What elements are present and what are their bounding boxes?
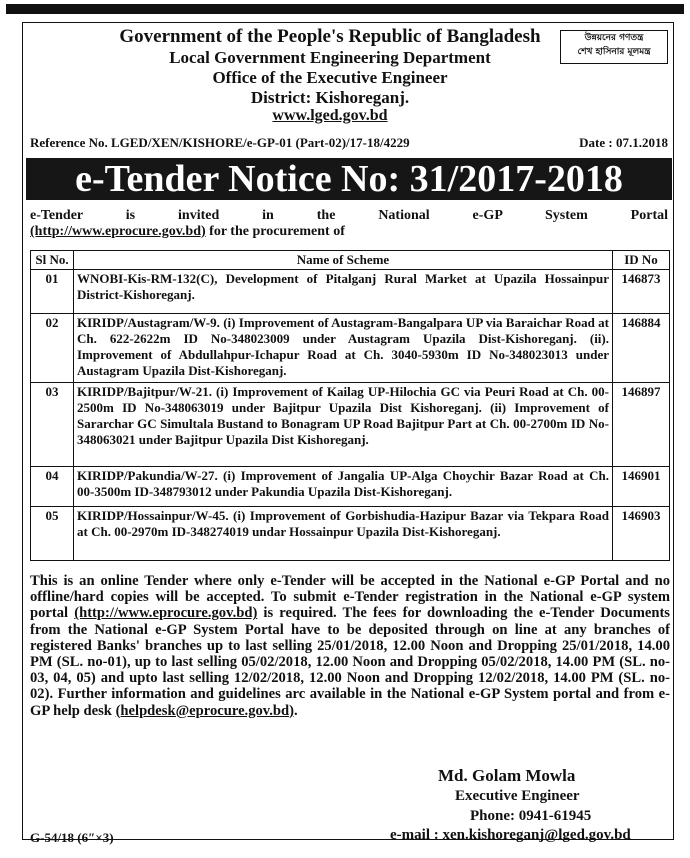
- row-id: 146901: [613, 467, 670, 507]
- signatory-phone: Phone: 0941-61945: [470, 808, 592, 824]
- notice-title-banner: e-Tender Notice No: 31/2017-2018: [26, 158, 672, 200]
- notice-date: Date : 07.1.2018: [579, 135, 668, 150]
- signatory-title: Executive Engineer: [455, 788, 580, 804]
- row-scheme-name: KIRIDP/Hossainpur/W-45. (i) Improvement of Gorbishudia-Hazipur Bazar via Tekpara Road at Ch. 00-2970m ID-348274019 undar Hossainpur Upazila Dist-Kishoreganj.: [74, 507, 613, 561]
- website-link[interactable]: www.lged.gov.bd: [272, 107, 388, 124]
- ad-code: G-54/18 (6″×3): [30, 830, 114, 845]
- website-line: [80, 107, 580, 125]
- invitation-line-1: e-Tender is invited in the National e-GP System Portal: [30, 208, 668, 223]
- scheme-table: [30, 250, 670, 561]
- instructions-part-1: This is an online Tender where only e-Tender will be accepted in the National e-GP Portal and no offline/hard copies will be accepted. To submit e-Tender registration in the National e-GP system portal: [30, 573, 670, 622]
- row-scheme-name: WNOBI-Kis-RM-132(C), Development of Pitalganj Rural Market at Upazila Hossainpur District-Kishoreganj.: [74, 270, 613, 314]
- row-sl: 01: [31, 270, 74, 314]
- instructions-part-3: .: [294, 702, 298, 719]
- row-sl: 04: [31, 467, 74, 507]
- row-id: 146884: [613, 314, 670, 383]
- reference-number: Reference No. LGED/XEN/KISHORE/e-GP-01 (Part-02)/17-18/4229: [30, 135, 410, 150]
- header-scheme: Name of Scheme: [74, 251, 613, 270]
- header-id: ID No: [613, 251, 670, 270]
- invitation-line-2: [30, 224, 345, 240]
- row-scheme-name: KIRIDP/Austagram/W-9. (i) Improvement of Austagram-Bangalpara UP via Baraichar Road at Ch. 622-2622m ID No-348023009 under Austagram Upazila Dist-Kishoreganj. (ii). Improvement of Abdullahpur-Ichapur Road at Ch. 3040-5930m ID No-348023013 under Austagram Upazila Dist-Kishoreganj.: [74, 314, 613, 383]
- row-sl: 02: [31, 314, 74, 383]
- top-black-rule: [6, 4, 684, 14]
- department-title: Local Government Engineering Department: [169, 48, 491, 67]
- row-id: 146903: [613, 507, 670, 561]
- row-sl: 05: [31, 507, 74, 561]
- office-title: Office of the Executive Engineer: [212, 68, 448, 87]
- row-sl: 03: [31, 383, 74, 467]
- row-id: 146897: [613, 383, 670, 467]
- table-row: [31, 314, 670, 383]
- signatory-email[interactable]: e-mail : xen.kishoreganj@lged.gov.bd: [390, 827, 631, 843]
- table-row: [31, 507, 670, 561]
- district-title: District: Kishoreganj.: [250, 88, 410, 107]
- row-id: 146873: [613, 270, 670, 314]
- invitation-rest: for the procurement of: [205, 224, 345, 239]
- table-row: [31, 270, 670, 314]
- table-row: [31, 383, 670, 467]
- government-title: Government of the People's Republic of Bangladesh: [119, 26, 541, 47]
- tender-instructions: [30, 573, 670, 719]
- slogan-box: [560, 30, 668, 64]
- table-row: [31, 467, 670, 507]
- helpdesk-email-link[interactable]: (helpdesk@eprocure.gov.bd): [115, 702, 295, 719]
- eprocure-link[interactable]: (http://www.eprocure.gov.bd): [30, 224, 206, 239]
- eprocure-portal-link[interactable]: (http://www.eprocure.gov.bd): [74, 605, 258, 622]
- table-header-row: [31, 251, 670, 270]
- signatory-name: Md. Golam Mowla: [438, 766, 576, 785]
- row-scheme-name: KIRIDP/Bajitpur/W-21. (i) Improvement of Kailag UP-Hilochia GC via Peuri Road at Ch. 00-2500m ID No-348063019 under Bajitpur Upazila Dist Kishoreganj. (ii) Improvement of Sararchar GC Simultala Bustand to Bonagram UP Road Bajitpur Part at Ch. 00-2700m ID No-348063021 under Bajitpur Upazila Dist Kishoreganj.: [74, 383, 613, 467]
- header-sl: Sl No.: [31, 251, 74, 270]
- instructions-part-2: is required. The fees for downloading the e-Tender Documents from the National e-GP System Portal have to be deposited through on line at any branches of registered Banks' branches up to last selling 25/01/2018, 12.00 Noon and Dropping 25/01/2018, 14.00 PM (SL. no-01), up to last selling 05/02/2018, 12.00 Noon and Dropping 05/02/2018, 14.00 PM (SL. no-03, 04, 05) and upto last selling 12/02/2018, 12.00 Noon and Dropping 12/02/2018, 14.00 PM (SL. no-02). Further information and guidelines arc available in the National e-GP System portal and from e-GP help desk: [30, 605, 670, 719]
- row-scheme-name: KIRIDP/Pakundia/W-27. (i) Improvement of Jangalia UP-Alga Choychir Bazar Road at Ch. 00-3500m ID-348793012 under Pakundia Upazila Dist-Kishoreganj.: [74, 467, 613, 507]
- slogan-line-1: উন্নয়নের গণতন্ত্র: [584, 33, 644, 43]
- slogan-line-2: শেখ হাসিনার মূলমন্ত্র: [577, 47, 651, 57]
